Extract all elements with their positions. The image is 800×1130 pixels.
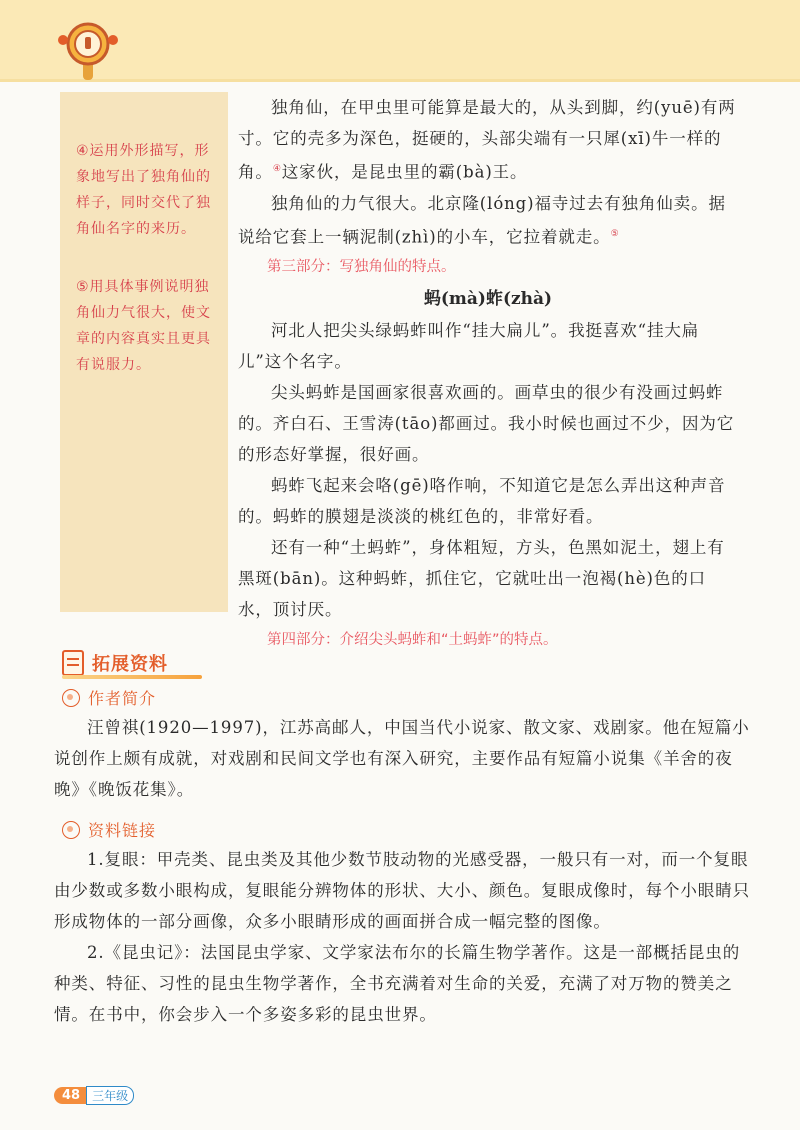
link-icon (62, 821, 80, 839)
footnote-marker-5: ⑤ (610, 228, 620, 239)
paragraph-5: 蚂蚱飞起来会咯(gē)咯作响，不知道它是怎么弄出这种声音的。蚂蚱的膜翅是淡淡的桃红色的，非常好看。 (238, 476, 726, 526)
main-text (238, 92, 738, 656)
links-heading-text: 资料链接 (88, 821, 157, 840)
author-icon (62, 689, 80, 707)
resource-link-2: 2.《昆虫记》：法国昆虫学家、文学家法布尔的长篇生物学著作。这是一部概括昆虫的种类、特征、习性的昆虫生物学著作，全书充满着对生命的关爱，充满了对万物的赞美之情。在书中，你会步入一个多姿多彩的昆虫世界。 (54, 943, 741, 1024)
section-title: 蚂(mà)蚱(zhà) (423, 289, 553, 309)
page-number: 48 (54, 1087, 86, 1104)
document-icon (62, 650, 84, 676)
author-intro (54, 712, 754, 805)
part-four-summary: 第四部分：介绍尖头蚂蚱和“土蚂蚱”的特点。 (267, 632, 558, 648)
extension-heading (62, 648, 168, 678)
footnote-marker-4: ④ (272, 164, 282, 174)
part-three-summary: 第三部分：写独角仙的特点。 (267, 259, 456, 275)
paragraph-4: 尖头蚂蚱是国画家很喜欢画的。画草虫的很少有没画过蚂蚱的。齐白石、王雪涛(tāo)都画过。我小时候也画过不少，因为它的形态好掌握，很好画。 (238, 383, 735, 464)
paragraph-3: 河北人把尖头绿蚂蚱叫作“挂大扁儿”。我挺喜欢“挂大扁儿”这个名字。 (238, 321, 700, 371)
annotation-note-5: ⑤用具体事例说明独角仙力气很大，使文章的内容真实且更具有说服力。 (76, 279, 211, 373)
author-heading (62, 686, 156, 709)
paragraph-1: 独角仙，在甲虫里可能算是最大的，从头到脚，约(yuē)有两寸。它的壳多为深色，挺硬的，头部尖端有一只犀(xī)牛一样的角。④这家伙，是昆虫里的霸(bà)王。 (238, 98, 736, 182)
author-text: 汪曾祺(1920—1997)，江苏高邮人，中国当代小说家、散文家、戏剧家。他在短篇小说创作上颇有成就，对戏剧和民间文学也有深入研究，主要作品有短篇小说集《羊舍的夜晚》《晚饭花集》。 (54, 718, 750, 799)
resource-links (54, 844, 754, 1030)
links-heading (62, 818, 156, 841)
author-heading-text: 作者简介 (88, 689, 157, 708)
paragraph-2: 独角仙的力气很大。北京隆(lóng)福寺过去有独角仙卖。据说给它套上一辆泥制(zhì)的小车，它拉着就走。⑤ (238, 193, 726, 246)
annotation-note-4: ④运用外形描写，形象地写出了独角仙的样子，同时交代了独角仙名字的来历。 (76, 143, 211, 237)
extension-heading-text: 拓展资料 (92, 654, 168, 675)
page-footer (54, 1086, 134, 1105)
heading-underline (62, 675, 202, 679)
resource-link-1: 1.复眼：甲壳类、昆虫类及其他少数节肢动物的光感受器，一般只有一对，而一个复眼由少数或多数小眼构成，复眼能分辨物体的形状、大小、颜色。复眼成像时，每个小眼睛只形成物体的一部分画像，众多小眼睛形成的画面拼合成一幅完整的图像。 (54, 850, 750, 931)
magnifier-logo-icon (54, 18, 124, 84)
grade-label: 三年级 (86, 1086, 134, 1105)
paragraph-6: 还有一种“土蚂蚱”，身体粗短，方头，色黑如泥土，翅上有黑斑(bān)。这种蚂蚱，抓住它，它就吐出一泡褐(hè)色的口水，顶讨厌。 (238, 538, 725, 619)
